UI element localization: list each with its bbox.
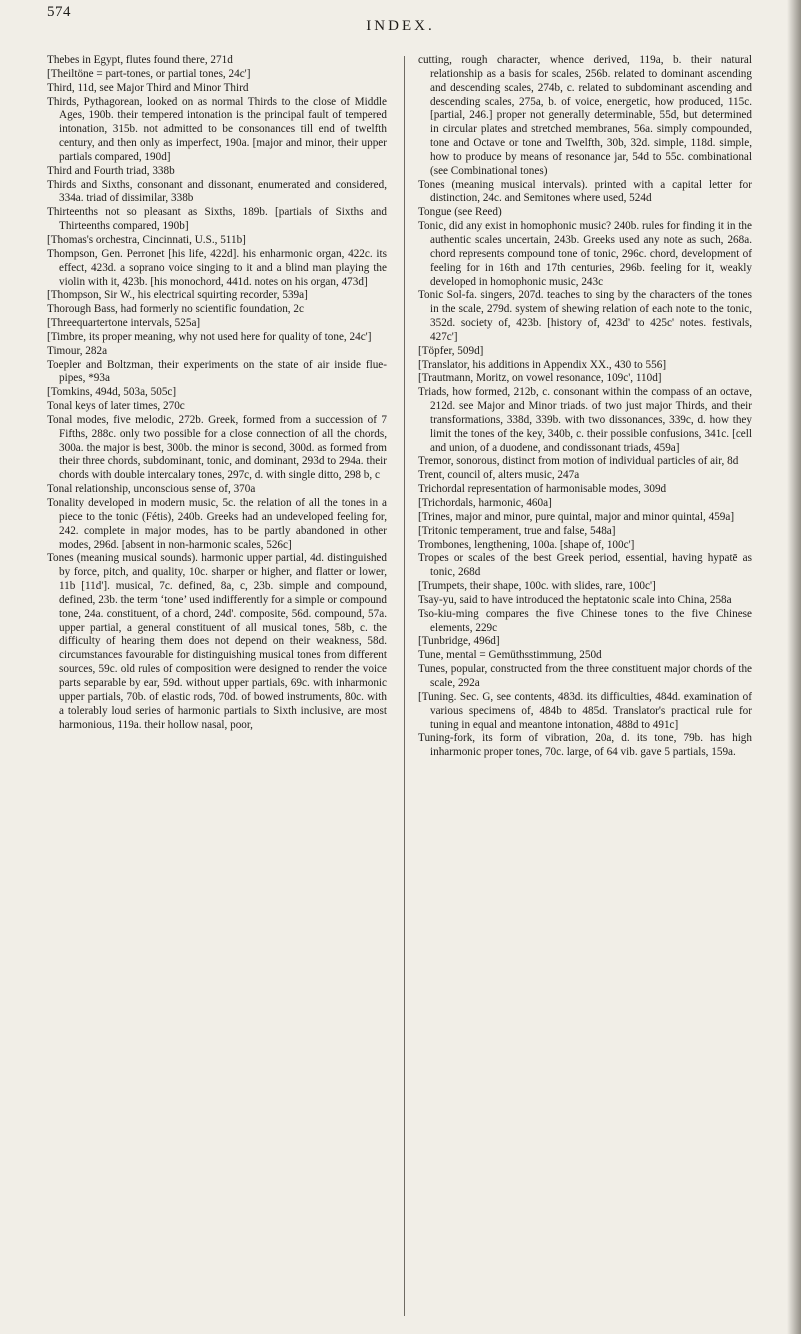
- index-entry: Tsay-yu, said to have introduced the heptatonic scale into China, 258a: [418, 593, 732, 606]
- index-entry: [Thompson, Sir W., his electrical squirting recorder, 539a]: [47, 289, 308, 302]
- index-entry: Trombones, lengthening, 100a. [shape of, 100c']: [418, 538, 635, 551]
- index-entry: [Tuning. Sec. G, see contents, 483d. its difficulties, 484d. examination of various specimens of, 484b to 485d. Translator's practical rule for tuning in equal and meantone intonation, 488d to 491c]: [418, 690, 752, 731]
- index-entry: Tonal relationship, unconscious sense of, 370a: [47, 483, 256, 496]
- index-entry: [Trautmann, Moritz, on vowel resonance, 109c', 110d]: [418, 372, 662, 385]
- index-entry: cutting, rough character, whence derived, 119a, b. their natural relationship as a basis for scales, 256b. related to dominant ascending and descending scales, 274b, c. related to subdominant ascending and descending scales, 275a, b. of voice, energetic, how produced, 115c. [partial, 246.] proper not generally determinable, 55d, but determined in circular plates and stretched membranes, 56a. simply compounded, tone and Octave or tone and Twelfth, 30b, 32d. simple, 118d. simple, how to produce by means of resonance jar, 54d to 55c. combinational (see Combinational tones): [418, 54, 752, 177]
- index-entry: Timour, 282a: [47, 344, 108, 357]
- index-entry: [Trichordals, harmonic, 460a]: [418, 497, 552, 509]
- index-entry: Toepler and Boltzman, their experiments on the state of air inside flue-pipes, *93a: [47, 358, 387, 385]
- index-entry: Tonal modes, five melodic, 272b. Greek, formed from a succession of 7 Fifths, 288c. only two possible for a close connection of all the chords, 300a. the major is best, 300b. the minor is second, 300d. as formed from their three chords, subdominant, tonic, and dominant, 293d to 294a. their chords with double intercalary tones, 297c, d. with single ditto, 298 b, c: [47, 413, 387, 482]
- index-entry: [Töpfer, 509d]: [418, 344, 484, 357]
- index-entry: Tunes, popular, constructed from the three constituent major chords of the scale, 292a: [418, 663, 752, 689]
- index-entry: Tropes or scales of the best Greek period, essential, having hypatē as tonic, 268d: [418, 552, 752, 579]
- index-entry: Thebes in Egypt, flutes found there, 271d: [47, 54, 233, 66]
- index-entry: Thompson, Gen. Perronet [his life, 422d]. his enharmonic organ, 422c. its effect, 423d. a soprano voice singing to it and a blind man playing the violin with it, 423b. [his monochord, 441d. notes on his organ, 473d]: [47, 247, 387, 288]
- index-entry: [Tomkins, 494d, 503a, 505c]: [47, 386, 177, 399]
- index-entry: [Tritonic temperament, true and false, 548a]: [418, 524, 616, 537]
- index-entry: Tonic Sol-fa. singers, 207d. teaches to sing by the characters of the tones in the scale, 279d. system of shewing relation of each note to the tonic, 352d. society of, 423b. [history of, 423d' to 425c' notes. festivals, 427c']: [418, 289, 752, 343]
- index-entry: Tonality developed in modern music, 5c. the relation of all the tones in a piece to the tonic (Fétis), 240b. Greeks had an undeveloped feeling for, 242. complete in major modes, has to be partly abandoned in other modes, 296d. [absent in non-harmonic scales, 526c]: [47, 497, 387, 551]
- index-entry: [Translator, his additions in Appendix XX., 430 to 556]: [418, 358, 667, 371]
- index-entry: Triads, how formed, 212b, c. consonant within the compass of an octave, 212d. see Major and Minor triads. of two just major Thirds, and their transformations, 338d, 339b. with two dissonances, 339c, d. how they limit the tones of the key, 340b, c. their possible confusions, 341c. [cell and union, of a duodene, and condissonant triads, 459a]: [418, 386, 752, 454]
- index-column-right: [418, 54, 752, 760]
- index-entry: Tremor, sonorous, distinct from motion of individual particles of air, 8d: [418, 455, 739, 468]
- index-entry: Tune, mental = Gemüthsstimmung, 250d: [418, 649, 602, 662]
- column-divider: [404, 56, 405, 1316]
- index-entry: Thirteenths not so pleasant as Sixths, 189b. [partials of Sixths and Thirteenths compared, 190b]: [47, 206, 387, 233]
- index-entry: [Tunbridge, 496d]: [418, 635, 500, 648]
- index-entry: [Trumpets, their shape, 100c. with slides, rare, 100c']: [418, 580, 656, 593]
- index-entry: Trent, council of, alters music, 247a: [418, 469, 580, 482]
- index-entry: Third and Fourth triad, 338b: [47, 164, 175, 177]
- index-entry: [Threequartertone intervals, 525a]: [47, 317, 201, 330]
- index-entry: Thorough Bass, had formerly no scientific foundation, 2c: [47, 303, 304, 316]
- index-entry: Tuning-fork, its form of vibration, 20a, d. its tone, 79b. has high inharmonic proper tones, 70c. large, of 64 vib. gave 5 partials, 159a.: [418, 732, 752, 759]
- index-entry: Tonal keys of later times, 270c: [47, 400, 185, 413]
- index-entry: [Timbre, its proper meaning, why not used here for quality of tone, 24c']: [47, 330, 372, 343]
- running-head: INDEX.: [366, 18, 435, 34]
- index-column-left: [47, 54, 387, 732]
- index-entry: Thirds, Pythagorean, looked on as normal Thirds to the close of Middle Ages, 190b. their tempered intonation is the principal fault of tempered intonation, 315b. not admitted to be consonances till end of twelfth century, and then only as imperfect, 190a. [major and minor, their upper partials compared, 190d]: [47, 95, 387, 163]
- index-entry: Tso-kiu-ming compares the five Chinese tones to the five Chinese elements, 229c: [418, 607, 752, 634]
- page-edge-shadow: [787, 0, 801, 1334]
- index-entry: [Trines, major and minor, pure quintal, major and minor quintal, 459a]: [418, 510, 735, 523]
- index-entry: [Thomas's orchestra, Cincinnati, U.S., 511b]: [47, 233, 246, 246]
- index-entry: Thirds and Sixths, consonant and dissonant, enumerated and considered, 334a. triad of dissimilar, 338b: [47, 178, 387, 205]
- page-number: 574: [47, 4, 71, 20]
- index-entry: Trichordal representation of harmonisable modes, 309d: [418, 483, 667, 496]
- index-entry: Tonic, did any exist in homophonic music? 240b. rules for finding it in the authentic scales uncertain, 243b. Greeks used any note as such, 268a. chord represents compound tone of tonic, 296c. chord, development of feeling for in 16th and 17th centuries, 296b. feeling for it, weakly developed in homophonic music, 243c: [418, 220, 752, 288]
- index-entry: Tones (meaning musical sounds). harmonic upper partial, 4d. distinguished by force, pitch, and quality, 10c. sharper or higher, and flatter or lower, 11b [11d']. musical, 7c. defined, 8a, c, 23b. simple and compound, defined, 23b. the term ‘tone’ used indifferently for a simple or compound tone, 24a. constituent, of a chord, 24d'. composite, 56d. compound, 57a. upper partial, a general constituent of all musical tones, 58b, c. the difficulty of hearing them does not depend on their weakness, 58d. circumstances favourable for distinguishing musical tones from different sources, 59c. old rules of composition were designed to render the voice parts separable by ear, 59d. without upper partials, 69c. with inharmonic upper partials, 70b. of elastic rods, 70d. of bowed instruments, 80c. with a tolerably loud series of harmonic partials to Sixth inclusive, are most harmonious, 119a. their hollow nasal, poor,: [47, 552, 387, 731]
- index-entry: Tongue (see Reed): [418, 206, 502, 219]
- index-entry: [Theiltöne = part-tones, or partial tones, 24c']: [47, 67, 251, 80]
- index-entry: Tones (meaning musical intervals). printed with a capital letter for distinction, 24c. and Semitones where used, 524d: [418, 178, 752, 205]
- index-entry: Third, 11d, see Major Third and Minor Third: [47, 81, 249, 94]
